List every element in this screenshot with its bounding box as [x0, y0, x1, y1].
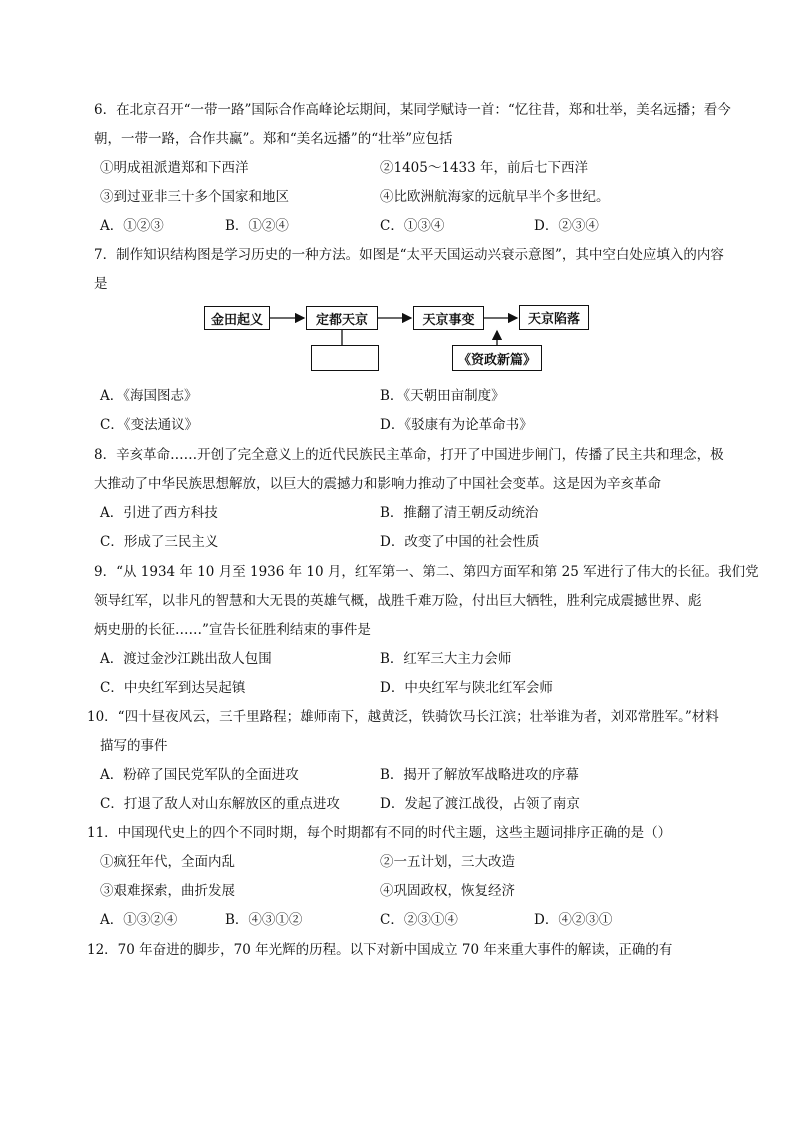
box-tianjing-fall: 天京陷落	[519, 305, 589, 330]
q11-option-c: C．②③①④	[380, 912, 458, 928]
q8-stem-line1: 8．辛亥革命……开创了完全意义上的近代民族民主革命，打开了中国进步闸门，传播了民主共和理念，极	[94, 447, 724, 463]
q10-option-b: B．揭开了解放军战略进攻的序幕	[380, 767, 579, 783]
q9-option-a: A．渡过金沙江跳出敌人包围	[100, 651, 272, 667]
q8-option-c: C．形成了三民主义	[100, 534, 219, 550]
q6-statement-4: ④比欧洲航海家的远航早半个多世纪。	[380, 189, 610, 205]
q11-statement-1: ①疯狂年代，全面内乱	[100, 854, 235, 870]
q9-option-d: D．中央红军与陕北红军会师	[380, 680, 553, 696]
q10-option-c: C．打退了敌人对山东解放区的重点进攻	[100, 796, 340, 812]
q10-option-d: D．发起了渡江战役，占领了南京	[380, 796, 580, 812]
box-capital-tianjing: 定都天京	[306, 306, 378, 330]
q7-option-b: B．《天朝田亩制度》	[380, 388, 505, 404]
q12-stem-line1: 12．70 年奋进的脚步，70 年光辉的历程。以下对新中国成立 70 年来重大事件的解读，正确的有	[87, 942, 673, 958]
q7-option-c: C．《变法通议》	[100, 417, 199, 433]
q9-stem-line1: 9．“从 1934 年 10 月至 1936 年 10 月，红军第一、第二、第四方面军和第 25 军进行了伟大的长征。我们党	[94, 564, 759, 580]
diagram-arrows	[0, 0, 794, 400]
q7-stem-line1: 7．制作知识结构图是学习历史的一种方法。如图是“太平天国运动兴衰示意图”，其中空白处应填入的内容	[94, 247, 724, 263]
q6-statement-1: ①明成祖派遣郑和下西洋	[100, 160, 249, 176]
q9-option-c: C．中央红军到达吴起镇	[100, 680, 246, 696]
q9-option-b: B．红军三大主力会师	[380, 651, 512, 667]
q7-option-a: A．《海国图志》	[100, 388, 198, 404]
q8-option-d: D．改变了中国的社会性质	[380, 534, 540, 550]
q11-option-a: A．①③②④	[100, 912, 178, 928]
q9-stem-line3: 炳史册的长征……”宣告长征胜利结束的事件是	[94, 622, 371, 638]
q9-stem-line2: 领导红军，以非凡的智慧和大无畏的英雄气概，战胜千难万险，付出巨大牺牲，胜利完成震撼世界、彪	[94, 593, 702, 609]
q8-option-a: A．引进了西方科技	[100, 505, 218, 521]
q8-option-b: B．推翻了清王朝反动统治	[380, 505, 539, 521]
q6-statement-3: ③到过亚非三十多个国家和地区	[100, 189, 289, 205]
q11-stem-line1: 11．中国现代史上的四个不同时期，每个时期都有不同的时代主题，这些主题词排序正确的是（）	[87, 825, 672, 841]
q6-option-d: D．②③④	[534, 218, 599, 234]
q7-option-d: D．《驳康有为论革命书》	[380, 417, 533, 433]
q6-option-a: A．①②③	[100, 218, 164, 234]
box-blank	[311, 345, 379, 371]
q11-option-d: D．④②③①	[534, 912, 613, 928]
q8-stem-line2: 大推动了中华民族思想解放，以巨大的震撼力和影响力推动了中国社会变革。这是因为辛亥革命	[94, 476, 661, 492]
q10-stem-line2: 描写的事件	[100, 738, 168, 754]
q11-statement-3: ③艰难探索，曲折发展	[100, 883, 235, 899]
q6-stem-line2: 朝，一带一路，合作共赢”。郑和“美名远播”的“壮举”应包括	[94, 131, 453, 147]
q6-stem-line1: 6．在北京召开“一带一路”国际合作高峰论坛期间，某同学赋诗一首：“忆往昔，郑和壮举，美名远播；看今	[94, 102, 731, 118]
q6-option-c: C．①③④	[380, 218, 445, 234]
box-zizheng-xinpian: 《资政新篇》	[452, 345, 542, 371]
q11-statement-4: ④巩固政权，恢复经济	[380, 883, 515, 899]
q7-stem-line2: 是	[94, 276, 108, 292]
box-tianjing-incident: 天京事变	[413, 306, 484, 330]
box-jintian-uprising: 金田起义	[204, 306, 270, 330]
q11-statement-2: ②一五计划，三大改造	[380, 854, 515, 870]
q11-option-b: B．④③①②	[225, 912, 303, 928]
q10-stem-line1: 10．“四十昼夜风云，三千里路程；雄师南下，越黄泛，铁骑饮马长江滨；壮举谁为者，刘邓常胜军。”材料	[87, 709, 719, 725]
q6-statement-2: ②1405～1433 年，前后七下西洋	[380, 160, 589, 176]
q10-option-a: A．粉碎了国民党军队的全面进攻	[100, 767, 299, 783]
q6-option-b: B．①②④	[225, 218, 289, 234]
